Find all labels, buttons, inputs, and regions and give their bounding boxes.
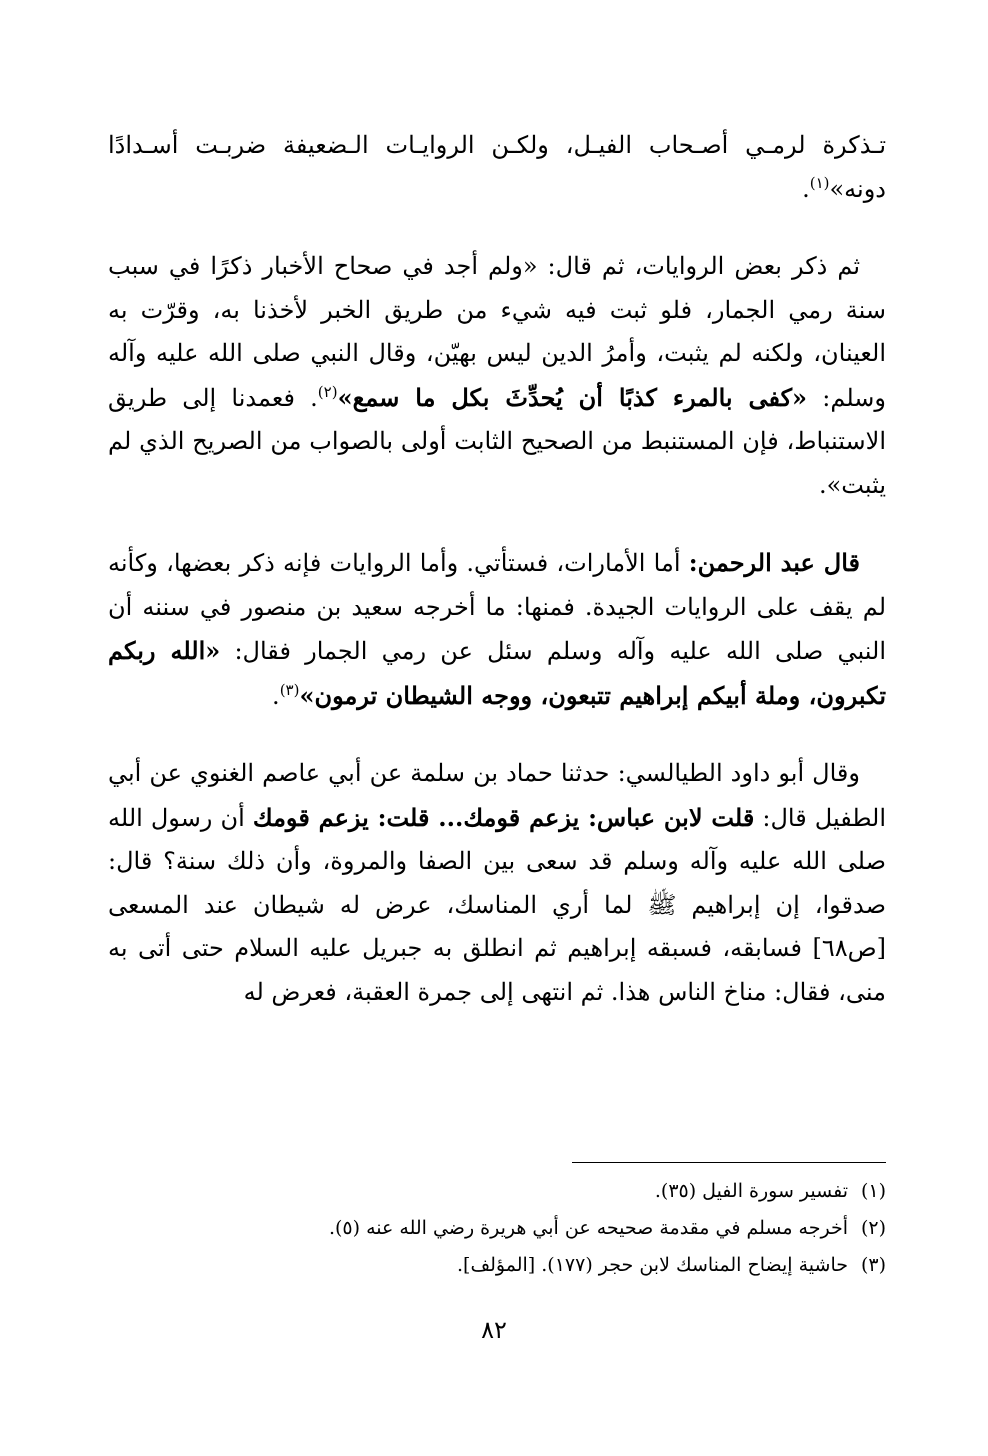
- hadith-quote-1: «كفى بالمرء كذبًا أن يُحدِّثَ بكل ما سمع»: [337, 382, 808, 412]
- paragraph-1-end: .: [802, 174, 810, 203]
- author-label: قال عبد الرحمن:: [688, 548, 860, 577]
- footnote-ref-2[interactable]: (٢): [317, 382, 338, 401]
- paragraph-4-text-a: وقال أبو داود الطيالسي: حدثنا حماد بن سلمة عن أبي عاصم الغنوي عن أبي الطفيل قال:: [108, 759, 887, 832]
- narration-quote: قلت لابن عباس: يزعم قومك... قلت: يزعم قومك: [252, 802, 755, 832]
- footnote-divider: [572, 1162, 886, 1163]
- hadith-quote-2: «الله ربكم تكبرون، وملة أبيكم إبراهيم تتبعون، ووجه الشيطان ترمون»: [108, 636, 886, 710]
- footnote-text: تفسير سورة الفيل (٣٥).: [654, 1180, 848, 1202]
- paragraph-1-text: تـذكرة لرمـي أصـحاب الفيـل، ولكـن الروايـات الـضعيفة ضربـت أسـدادًا دونه»: [108, 131, 886, 203]
- footnotes: [108, 1173, 886, 1284]
- paragraph-2: [108, 245, 886, 507]
- paragraph-3-text-a: أما الأمارات، فستأتي. وأما الروايات فإنه ذكر بعضها، وكأنه لم يقف على الروايات الجيدة. فمنها: ما أخرجه سعيد بن منصور في سننه أن النبي صلى الله عليه وآله وسلم سئل عن رمي الجمار فقال:: [108, 549, 887, 665]
- footnote-2: [108, 1210, 886, 1247]
- paragraph-4: [108, 752, 886, 1014]
- paragraph-2-text-b: . فعمدنا إلى طريق الاستنباط، فإن المستنبط من الصحيح الثابت أولى بالصواب من الصريح الذي لم يثبت».: [108, 383, 886, 499]
- footnote-text: أخرجه مسلم في مقدمة صحيحه عن أبي هريرة رضي الله عنه (٥).: [328, 1217, 848, 1239]
- paragraph-3-end: .: [272, 681, 280, 710]
- footnote-ref-1[interactable]: (١): [809, 173, 830, 192]
- footnote-number: (١): [860, 1180, 886, 1202]
- paragraph-3: [108, 541, 886, 718]
- page-number: ٨٢: [481, 1316, 507, 1344]
- paragraph-4-text-b: أن رسول الله صلى الله عليه وآله وسلم قد سعى بين الصفا والمروة، وأن ذلك سنة؟ قال: صدقوا، إن إبراهيم ﷺ لما أري المناسك، عرض له شيطان عند المسعى [ص٦٨] فسابقه، فسبقه إبراهيم ثم انطلق به جبريل عليه السلام حتى أتى به منى، فقال: مناخ الناس هذا. ثم انتهى إلى جمرة العقبة، فعرض له: [108, 803, 886, 1006]
- footnote-3: [108, 1247, 886, 1284]
- paragraph-2-text-a: ثم ذكر بعض الروايات، ثم قال: «ولم أجد في صحاح الأخبار ذكرًا في سبب سنة رمي الجمار، فلو ثبت فيه شيء من طريق الخبر لأخذنا به، وقرّت به العينان، ولكنه لم يثبت، وأمرُ الدين ليس بهيّن، وقال النبي صلى الله عليه وآله وسلم:: [108, 252, 886, 412]
- footnote-number: (٢): [860, 1217, 886, 1239]
- footnote-ref-3[interactable]: (٣): [279, 680, 300, 699]
- footnote-1: [108, 1173, 886, 1210]
- footnote-text: حاشية إيضاح المناسك لابن حجر (١٧٧). [المؤلف].: [457, 1254, 848, 1276]
- paragraph-1: [108, 124, 886, 211]
- main-text: [108, 124, 886, 1014]
- footnote-number: (٣): [860, 1254, 886, 1276]
